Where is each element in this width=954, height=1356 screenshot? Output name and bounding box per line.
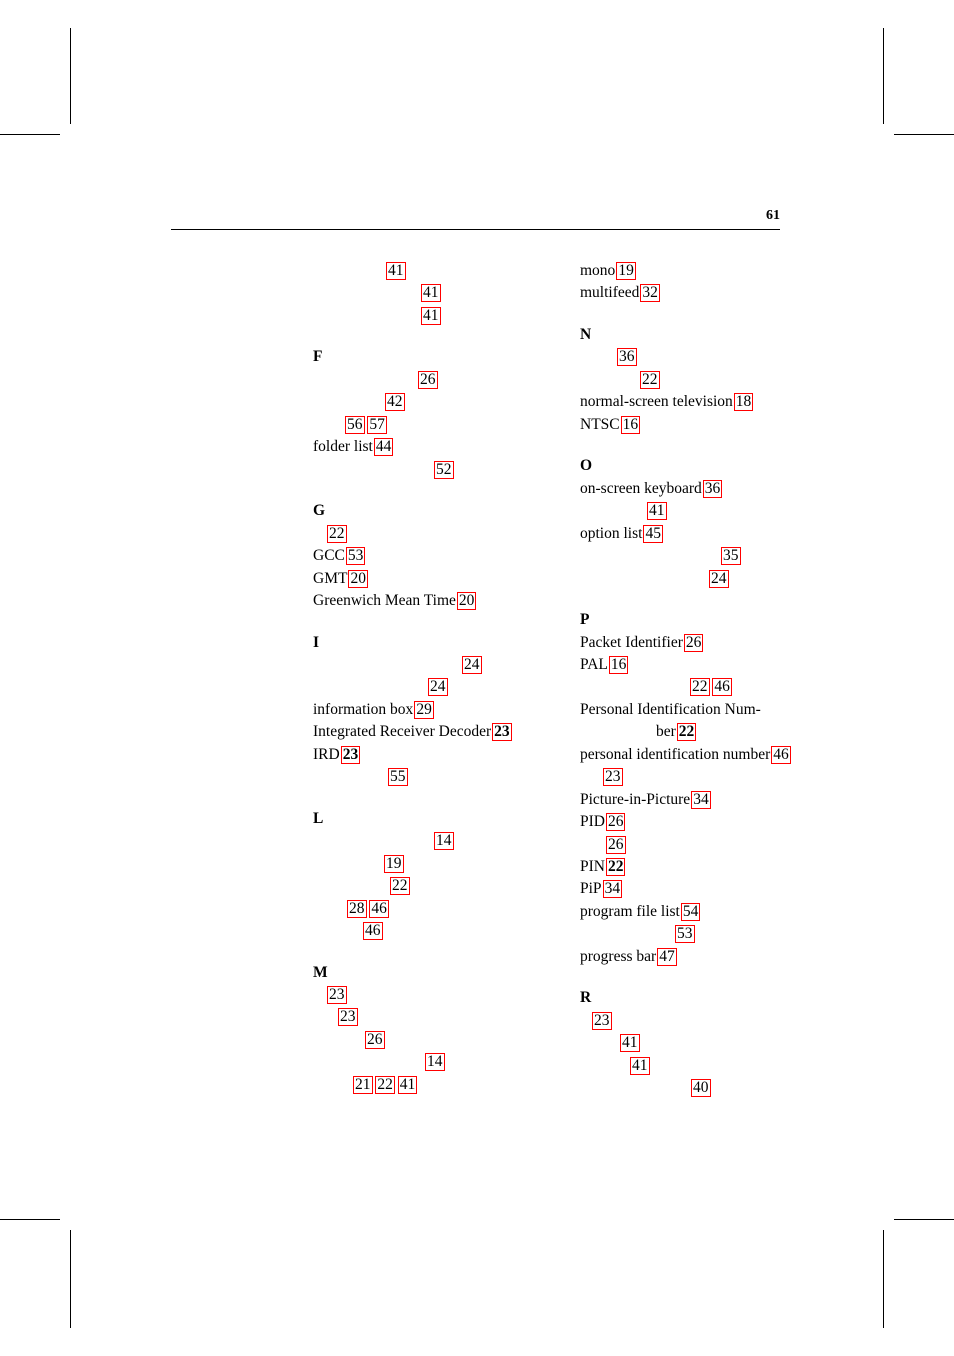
page-references	[680, 903, 701, 920]
page-ref-link[interactable]: 26	[367, 1030, 383, 1048]
page-references	[620, 416, 641, 433]
index-entry	[313, 569, 368, 589]
index-term: PID	[580, 813, 605, 831]
page-references	[389, 877, 410, 894]
page-references	[615, 262, 636, 279]
page-references	[340, 746, 361, 763]
page-ref-link[interactable]: 26	[608, 835, 624, 853]
page-references	[345, 547, 366, 564]
index-entry	[580, 392, 753, 412]
index-entry	[656, 722, 696, 742]
index-letter-heading	[580, 325, 591, 345]
page-ref-link[interactable]: 26	[420, 370, 436, 388]
index-entry	[720, 546, 741, 566]
index-term: IRD	[313, 745, 340, 763]
page-references	[690, 1079, 711, 1096]
ref-separator: ,	[372, 1075, 377, 1093]
index-entry	[605, 835, 626, 855]
index-letter-heading	[580, 610, 589, 630]
index-entry	[313, 745, 360, 765]
page-ref-link[interactable]: 24	[711, 569, 727, 587]
index-term: GCC	[313, 547, 345, 565]
page-ref-link[interactable]: 54	[682, 902, 699, 920]
page-ref-link[interactable]: 41	[632, 1056, 648, 1074]
index-term: Personal Identification Num-	[580, 700, 761, 718]
index-entry	[461, 655, 482, 675]
index-entry	[313, 546, 365, 566]
page-references	[608, 656, 629, 673]
index-entry	[580, 261, 636, 281]
page-references	[605, 858, 626, 875]
index-entry	[580, 479, 722, 499]
page-references	[347, 570, 368, 587]
page-references	[346, 900, 389, 917]
index-term: multifeed	[580, 284, 640, 302]
page-ref-link[interactable]: 55	[390, 768, 406, 786]
index-entry	[427, 677, 448, 697]
page-ref-link[interactable]: 36	[704, 479, 721, 497]
page-references	[770, 746, 791, 763]
index-term: program file list	[580, 902, 680, 920]
page-ref-link[interactable]: 41	[423, 306, 439, 324]
index-letter-heading	[580, 988, 591, 1008]
index-term: Greenwich Mean Time	[313, 592, 456, 609]
page-ref-link[interactable]: 41	[423, 284, 439, 302]
index-entry	[646, 501, 667, 521]
page-references	[491, 723, 512, 740]
page-references	[674, 925, 695, 942]
index-entry	[433, 831, 454, 851]
ref-separator: ,	[366, 899, 371, 917]
index-entry	[674, 924, 695, 944]
page-references	[616, 348, 637, 365]
index-entry	[326, 985, 347, 1005]
index-entry	[580, 633, 703, 653]
page-ref-link[interactable]: 14	[436, 832, 452, 850]
page-ref-link[interactable]: 53	[347, 547, 364, 565]
page-ref-link[interactable]: 22	[678, 723, 695, 741]
index-entry	[619, 1033, 640, 1053]
page-references	[683, 634, 704, 651]
page-references	[676, 723, 697, 740]
index-term: mono	[580, 262, 616, 279]
index-term: option list	[580, 524, 643, 542]
index-entry	[364, 1030, 385, 1050]
index-term: folder list	[313, 438, 373, 456]
index-entry	[580, 790, 711, 810]
page-ref-link[interactable]: 21	[355, 1075, 371, 1093]
page-ref-link[interactable]: 34	[604, 880, 621, 898]
page-ref-link[interactable]: 36	[619, 348, 635, 366]
page-ref-link[interactable]: 57	[369, 415, 385, 433]
page-ref-link[interactable]: 16	[622, 415, 639, 433]
index-letter-heading	[313, 963, 328, 983]
page-ref-link[interactable]: 52	[436, 460, 452, 478]
letter-heading-text: I	[313, 633, 320, 651]
index-entry	[385, 261, 406, 281]
index-entry	[337, 1007, 358, 1027]
index-entry	[580, 524, 663, 544]
page-references	[720, 547, 741, 564]
header-rule	[171, 229, 780, 230]
page-ref-link[interactable]: 41	[388, 262, 404, 279]
index-term: NTSC	[580, 415, 620, 433]
page-ref-link[interactable]: 23	[340, 1008, 356, 1026]
index-entry	[420, 283, 441, 303]
page-ref-link[interactable]: 46	[371, 899, 387, 917]
page-references	[639, 371, 660, 388]
ref-separator: ,	[364, 415, 369, 433]
page-ref-link[interactable]: 14	[427, 1053, 443, 1071]
page-ref-link[interactable]: 53	[677, 925, 693, 943]
index-entry	[690, 1078, 711, 1098]
letter-heading-text: G	[313, 502, 326, 520]
page-references	[337, 1008, 358, 1025]
page-references	[427, 678, 448, 695]
index-entry	[313, 722, 512, 742]
index-entry	[580, 655, 628, 675]
page-references	[387, 768, 408, 785]
letter-heading-text: N	[580, 325, 592, 343]
index-entry	[580, 902, 700, 922]
page-references	[646, 502, 667, 519]
crop-mark	[70, 28, 71, 124]
index-entry	[580, 857, 625, 877]
page-references	[702, 480, 723, 497]
letter-heading-text: F	[313, 348, 323, 366]
page-ref-link[interactable]: 56	[347, 415, 363, 433]
index-term: PiP	[580, 880, 602, 898]
page-references	[689, 678, 732, 695]
page-ref-link[interactable]: 22	[692, 678, 708, 696]
letter-heading-text: O	[580, 457, 593, 475]
index-term: progress bar	[580, 947, 657, 965]
page-ref-link[interactable]: 16	[610, 655, 627, 673]
index-entry	[629, 1056, 650, 1076]
index-entry	[639, 370, 660, 390]
index-term: GMT	[313, 569, 348, 587]
index-entry	[384, 392, 405, 412]
page-ref-link[interactable]: 46	[714, 678, 730, 696]
letter-heading-text: M	[313, 963, 328, 981]
page-references	[433, 461, 454, 478]
page-references	[420, 307, 441, 324]
page-references	[384, 393, 405, 410]
page-ref-link[interactable]: 22	[392, 877, 408, 895]
index-entry	[420, 306, 441, 326]
index-entry	[580, 812, 625, 832]
crop-mark	[0, 1219, 60, 1220]
page-references	[708, 570, 729, 587]
index-letter-heading	[313, 347, 322, 367]
ref-separator: ,	[394, 1075, 399, 1093]
page-references	[602, 768, 623, 785]
index-entry	[344, 415, 387, 435]
page-ref-link[interactable]: 18	[735, 393, 752, 411]
page-ref-link[interactable]: 41	[622, 1034, 638, 1052]
page-ref-link[interactable]: 46	[365, 922, 381, 940]
index-letter-heading	[313, 633, 319, 653]
page-references	[591, 1012, 612, 1029]
index-entry	[352, 1075, 417, 1095]
page-ref-link[interactable]: 20	[458, 592, 475, 609]
index-entry	[602, 767, 623, 787]
index-entry	[580, 745, 791, 765]
page-ref-link[interactable]: 26	[685, 633, 702, 651]
page-ref-link[interactable]: 41	[649, 502, 665, 520]
page-ref-link[interactable]: 22	[607, 858, 624, 876]
page-ref-link[interactable]: 24	[464, 655, 480, 673]
page-references	[639, 284, 660, 301]
page-ref-link[interactable]: 34	[693, 790, 709, 808]
page-references	[420, 284, 441, 301]
page-references	[619, 1034, 640, 1051]
page-references	[352, 1076, 417, 1093]
index-entry	[433, 460, 454, 480]
page-references	[326, 986, 347, 1003]
page-ref-link[interactable]: 29	[416, 700, 432, 718]
index-entry	[689, 677, 732, 697]
index-entry	[383, 854, 404, 874]
page-ref-link[interactable]: 23	[494, 723, 510, 741]
crop-mark	[894, 134, 954, 135]
page-ref-link[interactable]: 45	[645, 524, 661, 542]
page-ref-link[interactable]: 23	[594, 1011, 610, 1029]
letter-heading-text: L	[313, 809, 324, 827]
page-references	[690, 791, 711, 808]
ref-separator: ,	[709, 678, 714, 696]
index-entry	[326, 524, 347, 544]
page-references	[656, 948, 677, 965]
page-ref-link[interactable]: 19	[618, 262, 634, 279]
index-entry	[313, 591, 476, 611]
page-ref-link[interactable]: 28	[349, 899, 365, 917]
page-references	[642, 525, 663, 542]
index-letter-heading	[313, 809, 323, 829]
page-references	[326, 525, 347, 542]
index-entry	[389, 876, 410, 896]
index-term: PAL	[580, 655, 608, 673]
page-ref-link[interactable]: 35	[723, 547, 739, 565]
page-ref-link[interactable]: 22	[329, 524, 345, 542]
page-ref-link[interactable]: 20	[350, 569, 366, 587]
index-entry	[580, 879, 622, 899]
index-entry	[616, 347, 637, 367]
page-references	[383, 855, 404, 872]
page-ref-link[interactable]: 40	[693, 1079, 709, 1097]
index-term: personal identification number	[580, 745, 771, 763]
page-ref-link[interactable]: 22	[377, 1075, 393, 1093]
page-references	[602, 880, 623, 897]
page-ref-link[interactable]: 23	[329, 986, 345, 1003]
index-entry	[417, 370, 438, 390]
index-entry	[708, 569, 729, 589]
page-ref-link[interactable]: 47	[659, 947, 675, 965]
page-number: 61	[766, 208, 780, 223]
page-ref-link[interactable]: 32	[642, 284, 658, 302]
page-ref-link[interactable]: 22	[642, 370, 658, 388]
index-letter-heading	[580, 456, 592, 476]
index-letter-heading	[313, 501, 325, 521]
page-references	[605, 813, 626, 830]
crop-mark	[894, 1219, 954, 1220]
index-entry	[580, 947, 677, 967]
index-term: PIN	[580, 858, 605, 876]
page-ref-link[interactable]: 19	[386, 854, 402, 872]
page-references	[424, 1053, 445, 1070]
index-entry	[591, 1011, 612, 1031]
letter-heading-text: R	[580, 989, 592, 1007]
index-entry	[580, 415, 640, 435]
page-references	[733, 393, 754, 410]
crop-mark	[70, 1230, 71, 1328]
page-ref-link[interactable]: 41	[399, 1075, 416, 1093]
index-term: Packet Identifier	[580, 633, 683, 651]
page-ref-link[interactable]: 23	[605, 768, 621, 786]
page-references	[456, 592, 477, 609]
crop-mark	[0, 134, 60, 135]
index-entry	[313, 700, 434, 720]
page-ref-link[interactable]: 46	[773, 745, 789, 763]
index-entry	[580, 283, 660, 303]
index-entry	[362, 921, 383, 941]
page-references	[413, 701, 434, 718]
page-ref-link[interactable]: 23	[342, 745, 359, 763]
index-entry	[313, 437, 393, 457]
index-term: on-screen keyboard	[580, 479, 702, 497]
page-ref-link[interactable]: 44	[375, 438, 392, 456]
page-references	[629, 1057, 650, 1074]
page-references	[461, 656, 482, 673]
index-term: normal-screen television	[580, 393, 733, 411]
index-term: Integrated Receiver Decoder	[313, 723, 492, 741]
page-ref-link[interactable]: 26	[607, 813, 624, 831]
index-entry	[580, 700, 761, 720]
letter-heading-text: P	[580, 611, 590, 629]
page-references	[344, 416, 387, 433]
page-references	[385, 262, 406, 279]
page-ref-link[interactable]: 24	[430, 678, 446, 696]
index-term: information box	[313, 700, 414, 718]
crop-mark	[883, 1230, 884, 1328]
crop-mark	[883, 28, 884, 124]
page-ref-link[interactable]: 42	[387, 393, 403, 411]
page-references	[605, 836, 626, 853]
page-references	[364, 1031, 385, 1048]
page-references	[433, 832, 454, 849]
index-entry	[346, 899, 389, 919]
page-references	[362, 922, 383, 939]
index-entry	[387, 767, 408, 787]
index-entry	[424, 1052, 445, 1072]
index-term: Picture-in-Picture	[580, 790, 691, 808]
index-term: ber	[656, 723, 676, 741]
page-references	[373, 438, 394, 455]
page-references	[417, 371, 438, 388]
